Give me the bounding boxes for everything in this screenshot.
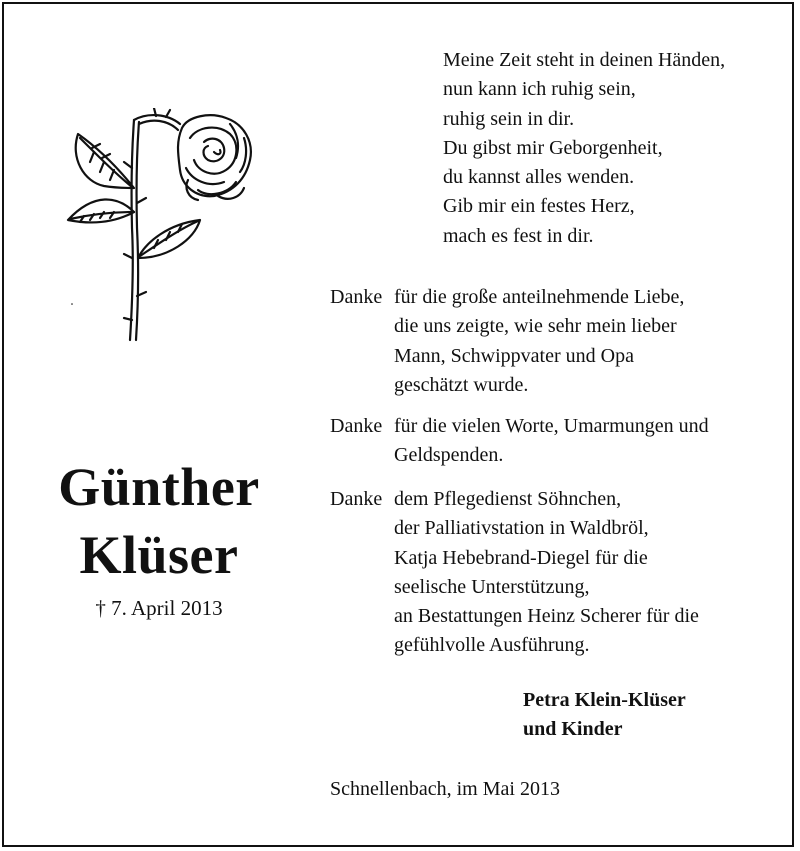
thanks-line: dem Pflegedienst Söhnchen, [394, 488, 622, 510]
thanks-word: Danke [330, 286, 383, 308]
thanks-line: geschätzt wurde. [394, 373, 529, 396]
thanks-block [330, 485, 699, 661]
signature [523, 686, 686, 745]
poem [443, 46, 725, 251]
poem-line: nun kann ich ruhig sein, [443, 78, 636, 101]
poem-line: Gib mir ein festes Herz, [443, 195, 635, 218]
thanks-word: Danke [330, 488, 383, 510]
place-date: Schnellenbach, im Mai 2013 [330, 778, 560, 800]
thanks-word: Danke [330, 415, 383, 437]
thanks-line: die uns zeigte, wie sehr mein lieber [394, 315, 677, 338]
thanks-line: Geldspenden. [394, 444, 504, 467]
thanks-line: Mann, Schwippvater und Opa [394, 344, 634, 367]
thanks-line: an Bestattungen Heinz Scherer für die [394, 605, 699, 628]
deceased-last-name: Klüser [79, 525, 239, 585]
thanks-line: seelische Unterstützung, [394, 575, 590, 598]
thanks-block [330, 412, 709, 471]
deceased-first-name: Günther [58, 457, 260, 517]
death-date: † 7. April 2013 [95, 596, 223, 620]
poem-line: du kannst alles wenden. [443, 166, 635, 189]
thanks-line: Katja Hebebrand-Diegel für die [394, 546, 648, 569]
signature-line: und Kinder [523, 718, 623, 741]
thanks-line: für die große anteilnehmende Liebe, [394, 286, 685, 308]
poem-line: ruhig sein in dir. [443, 107, 575, 130]
thanks-block [330, 283, 684, 400]
thanks-line: für die vielen Worte, Umarmungen und [394, 415, 709, 437]
thanks-line: der Palliativstation in Waldbröl, [394, 517, 649, 540]
rose-icon [58, 108, 263, 350]
signature-line: Petra Klein-Klüser [523, 689, 686, 711]
thanks-line: gefühlvolle Ausführung. [394, 634, 590, 657]
poem-line: Meine Zeit steht in deinen Händen, [443, 49, 726, 71]
poem-line: Du gibst mir Geborgenheit, [443, 136, 663, 159]
poem-line: mach es fest in dir. [443, 224, 594, 247]
